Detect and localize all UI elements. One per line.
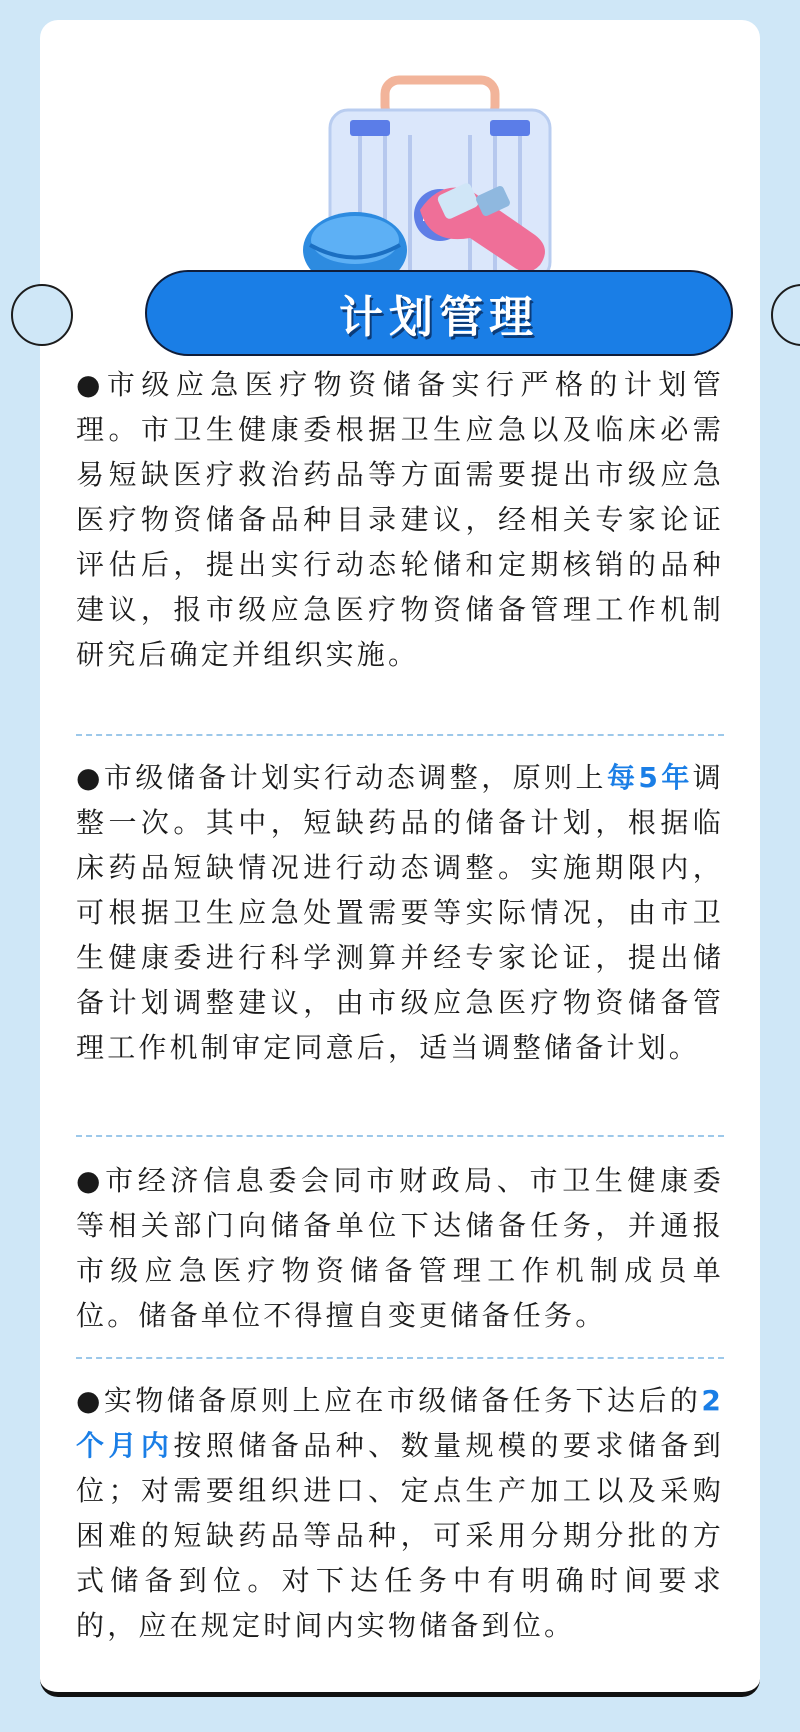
paragraph-physical-reserve <box>76 1378 724 1648</box>
dashed-divider <box>76 1357 724 1359</box>
medical-kit-mask-thermometer-icon <box>290 70 590 280</box>
card-notch-right <box>771 284 800 346</box>
dashed-divider <box>76 1135 724 1137</box>
paragraph-text: ●市经济信息委会同市财政局、市卫生健康委等相关部门向储备单位下达储备任务，并通报市级应急医疗物资储备管理工作机制成员单位。储备单位不得擅自变更储备任务。 <box>76 1164 724 1332</box>
highlight-every-5-years: 每5年 <box>606 761 693 794</box>
paragraph-plan-management <box>76 362 724 677</box>
paragraph-text: 按照储备品种、数量规模的要求储备到位；对需要组织进口、定点生产加工以及采购困难的短缺药品等品种，可采用分期分批的方式储备到位。对下达任务中有明确时间要求的，应在规定时间内实物储备到位。 <box>76 1429 724 1642</box>
highlight-within-2-months: 2个月内 <box>76 1384 724 1462</box>
paragraph-dynamic-adjustment <box>76 755 724 1070</box>
paragraph-task-assignment <box>76 1158 724 1338</box>
paragraph-text: ●市级储备计划实行动态调整，原则上 <box>76 761 607 794</box>
paragraph-text: ●市级应急医疗物资储备实行严格的计划管理。市卫生健康委根据卫生应急以及临床必需易短缺医疗救治药品等方面需要提出市级应急医疗物资储备品种目录建议，经相关专家论证评估后，提出实行动态轮储和定期核销的品种建议，报市级应急医疗物资储备管理工作机制研究后确定并组织实施。 <box>76 368 724 671</box>
paragraph-text: ●实物储备原则上应在市级储备任务下达后的 <box>76 1384 702 1417</box>
paragraph-text: 调整一次。其中，短缺药品的储备计划，根据临床药品短缺情况进行动态调整。实施期限内，可根据卫生应急处置需要等实际情况，由市卫生健康委进行科学测算并经专家论证，提出储备计划调整建议，由市级应急医疗物资储备管理工作机制审定同意后，适当调整储备计划。 <box>76 761 724 1064</box>
page-title: 计划管理 <box>339 292 539 343</box>
dashed-divider <box>76 734 724 736</box>
section-title-banner <box>145 270 733 356</box>
card-notch-left <box>11 284 73 346</box>
